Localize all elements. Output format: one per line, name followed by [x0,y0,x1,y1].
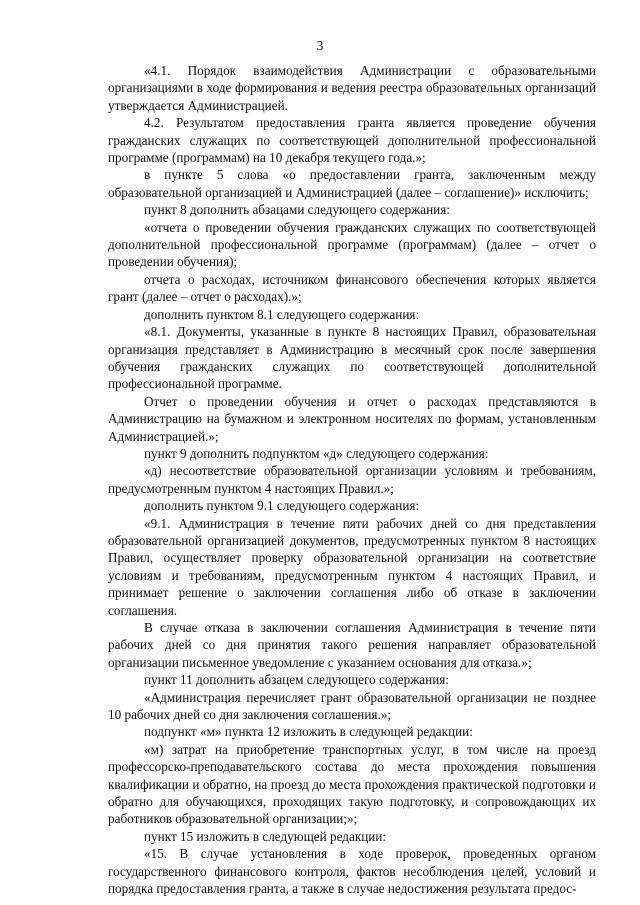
paragraph-9-1: «9.1. Администрация в течение пяти рабочих дней со дня представления образовательной организацией документов, предусмотренных пунктом 8 настоящих Правил, осуществляет проверку образовательной организации на соответствие условиям и требованиям, предусмотренным пунктом 4 настоящих Правил, и принимает решение о заключении соглашения либо об отказе в заключении соглашения. [108,515,596,618]
paragraph-reports-format: Отчет о проведении обучения и отчет о расходах представляются в Администрацию на бумажном и электронном носителях по формам, установленным Администрацией.»; [108,393,596,444]
paragraph-item-11-intro: пункт 11 дополнить абзацем следующего содержания: [144,672,450,688]
paragraph-item-9-intro: пункт 9 дополнить подпунктом «д» следующего содержания: [144,445,489,461]
paragraph-4-2: 4.2. Результатом предоставления гранта является проведение обучения гражданских служащих по соответствующей дополнительной профессиональной программе (программам) на 10 декабря текущего года.»; [108,115,596,166]
paragraph-15: «15. В случае установления в ходе проверок, проведенных органом государственного финансового контроля, фактов несоблюдения целей, условий и порядка предоставления гранта, а также в случае недостижения результата предос- [108,846,596,897]
paragraph-item-12-m-intro: подпункт «м» пункта 12 изложить в следующей редакции: [144,724,473,740]
paragraph-expense-report: отчета о расходах, источником финансового обеспечения которых является грант (далее – отчет о расходах).»; [108,271,596,305]
paragraph-8-1: «8.1. Документы, указанные в пункте 8 настоящих Правил, образовательная организация представляет в Администрацию в месячный срок после завершения обучения гражданских служащих по соответствующей дополнительной профессиональной программе. [108,324,596,392]
paragraph-item-8-intro: пункт 8 дополнить абзацами следующего содержания: [144,202,450,218]
paragraph-item-9-1-intro: дополнить пунктом 9.1 следующего содержания: [144,498,420,514]
paragraph-refusal: В случае отказа в заключении соглашения Администрация в течение пяти рабочих дней со дня принятия такого решения направляет образовательной организации письменное уведомление с указанием основания для отказа.»; [108,620,596,670]
paragraph-4-1: «4.1. Порядок взаимодействия Администрации с образовательными организациями в ходе формирования и ведения реестра образовательных организаций утверждается Администрацией. [108,63,596,113]
paragraph-item-5-amendment: в пункте 5 слова «о предоставлении гранта, заключенным между образовательной организацией и Администрацией (далее – соглашение)» исключить; [108,167,596,200]
paragraph-training-report: «отчета о проведении обучения гражданских служащих по соответствующей дополнительной профессиональной программе (программам) (далее – отчет о проведении обучения); [108,219,596,270]
paragraph-9-d: «д) несоответствие образовательной организации условиям и требованиям, предусмотренным пунктом 4 настоящих Правил.»; [108,463,596,496]
paragraph-item-15-intro: пункт 15 изложить в следующей редакции: [144,828,387,844]
paragraph-12-m: «м) затрат на приобретение транспортных услуг, в том числе на проезд профессорско-преподавательского состава до места прохождения повышения квалификации и обратно, на проезд до места прохождения практической подготовки и обратно для обучающихся, проходящих такую подготовку, и сопровождающих их работников образовательной организации;»; [108,741,596,827]
document-body [108,62,596,898]
paragraph-item-8-1-intro: дополнить пунктом 8.1 следующего содержания: [144,306,420,322]
paragraph-grant-transfer: «Администрация перечисляет грант образовательной организации не позднее 10 рабочих дней со дня заключения соглашения.»; [108,689,596,723]
page-number: 3 [316,38,324,53]
